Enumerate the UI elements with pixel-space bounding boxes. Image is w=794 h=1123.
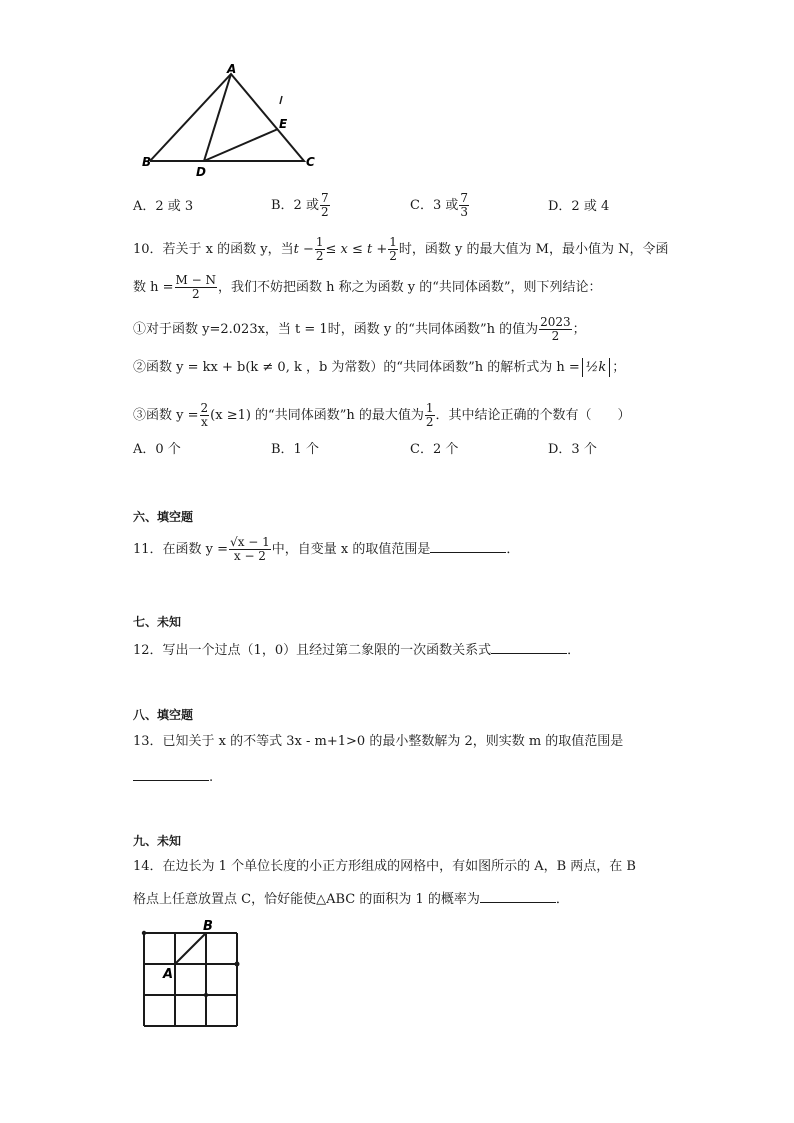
label-A: A <box>227 62 237 76</box>
q11-text-b: 中，自变量 x 的取值范围是 <box>271 542 431 557</box>
grid-label-A: A <box>163 967 174 982</box>
q12-text: 12．写出一个过点（1，0）且经过第二象限的一次函数关系式 <box>133 643 492 658</box>
q10-s2-end: ； <box>612 360 626 375</box>
fraction-numerator: 2 <box>200 401 209 415</box>
q10-half-fraction <box>315 236 325 263</box>
fraction-denominator: x <box>200 415 208 429</box>
q12 <box>133 641 580 659</box>
q9-option-a[interactable]: A．2 或 3 <box>133 199 194 214</box>
section-6-title: 六、填空题 <box>133 510 194 524</box>
label-E: E <box>279 117 288 131</box>
q9-option-d[interactable]: D．2 或 4 <box>548 199 610 214</box>
q14-end: ． <box>555 892 569 907</box>
q10-s3-text-c: ．其中结论正确的个数有（ ） <box>435 408 631 423</box>
fraction-numerator: 7 <box>460 191 468 205</box>
fraction-denominator: 3 <box>460 205 468 219</box>
q10-cond-left: t − <box>293 242 314 257</box>
q11-fraction <box>229 536 271 563</box>
section-7-title: 七、未知 <box>133 615 182 629</box>
fraction-denominator: 2 <box>315 249 324 263</box>
q10-text-b: ，我们不妨把函数 h 称之为函数 y 的“共同体函数”，则下列结论： <box>218 280 602 295</box>
q10-line2 <box>133 274 602 301</box>
q10-text: 10．若关于 x 的函数 y，当 <box>133 242 294 257</box>
fraction-numerator: 1 <box>389 235 397 249</box>
q9-option-c-fraction <box>459 192 469 219</box>
fraction-numerator: 2023 <box>540 315 571 329</box>
q10-s3-max-fraction <box>425 402 435 429</box>
fraction-numerator: 1 <box>425 401 434 415</box>
q11-text: 11．在函数 y = <box>133 542 229 557</box>
q10-s1-end: ； <box>572 322 586 337</box>
fraction-denominator: 2 <box>191 287 200 301</box>
q10-s3-text: ③函数 y = <box>133 408 199 423</box>
q14-text: 格点上任意放置点 C，恰好能使△ABC 的面积为 1 的概率为 <box>133 892 480 907</box>
q10-s1-fraction <box>539 316 572 343</box>
fraction-denominator: 2 <box>551 329 560 343</box>
fraction-numerator: 7 <box>320 191 329 205</box>
q14-line2 <box>133 890 569 908</box>
q11 <box>133 536 519 563</box>
q12-end: ． <box>567 643 581 658</box>
q13-end: . <box>209 770 214 785</box>
q10-statement-1 <box>133 316 586 343</box>
q9-option-b-fraction <box>320 192 330 219</box>
q10-line1 <box>133 236 668 263</box>
q13-line1: 13．已知关于 x 的不等式 3x - m+1>0 的最小整数解为 2，则实数 m 的取值范围是 <box>133 734 624 749</box>
q9-option-c[interactable] <box>410 192 470 219</box>
fraction-denominator: x − 2 <box>233 549 266 563</box>
q10-statement-3 <box>133 402 631 429</box>
q11-end: ． <box>506 542 520 557</box>
section-8-title: 八、填空题 <box>133 708 194 722</box>
fraction-numerator: √x − 1 <box>230 535 270 549</box>
q10-option-b[interactable]: B．1 个 <box>271 442 319 457</box>
q12-answer-blank[interactable] <box>491 641 567 654</box>
fraction-numerator: M − N <box>175 273 217 287</box>
label-D: D <box>196 165 206 179</box>
q10-text: 数 h = <box>133 280 174 295</box>
q10-cond-mid: ≤ x ≤ t + <box>325 242 388 257</box>
q10-s3-fraction <box>200 402 210 429</box>
q10-option-c[interactable]: C．2 个 <box>410 442 459 457</box>
fraction-denominator: 2 <box>389 249 397 263</box>
fraction-denominator: 2 <box>425 415 434 429</box>
q10-s3-text-b: (x ≥1) 的“共同体函数”h 的最大值为 <box>210 408 424 423</box>
q10-option-d[interactable]: D．3 个 <box>548 442 597 457</box>
q10-h-fraction <box>175 274 217 301</box>
label-B: B <box>142 155 152 169</box>
q9-option-b-prefix: B．2 或 <box>271 198 319 213</box>
fraction-numerator: 1 <box>315 235 324 249</box>
triangle-figure <box>138 62 328 180</box>
q14-line1: 14．在边长为 1 个单位长度的小正方形组成的网格中，有如图所示的 A，B 两点，在 B <box>133 859 636 874</box>
q10-s1-text: ①对于函数 y=2.023x，当 t = 1时，函数 y 的“共同体函数”h 的值为 <box>133 322 539 337</box>
section-9-title: 九、未知 <box>133 834 182 848</box>
grid-label-B: B <box>203 919 213 934</box>
q13-answer-blank[interactable] <box>133 768 209 781</box>
q9-option-b[interactable] <box>271 192 331 219</box>
q9-option-c-prefix: C．3 或 <box>410 198 459 213</box>
grid-figure <box>134 915 250 1033</box>
q10-half-fraction-2 <box>388 236 398 263</box>
q10-statement-2 <box>133 360 625 376</box>
q10-s2-text: ②函数 y = kx + b(k ≠ 0, k ，b 为常数）的“共同体函数”h 的解析式为 h = <box>133 360 580 375</box>
q14-answer-blank[interactable] <box>480 890 556 903</box>
fraction-denominator: 2 <box>320 205 329 219</box>
q10-option-a[interactable]: A．0 个 <box>133 442 181 457</box>
q10-s2-abs: ½k <box>582 358 610 377</box>
q10-text-b: 时，函数 y 的最大值为 M，最小值为 N，令函 <box>398 242 669 257</box>
q11-answer-blank[interactable] <box>430 540 506 553</box>
q13-line2 <box>133 768 213 786</box>
label-C: C <box>306 155 315 169</box>
